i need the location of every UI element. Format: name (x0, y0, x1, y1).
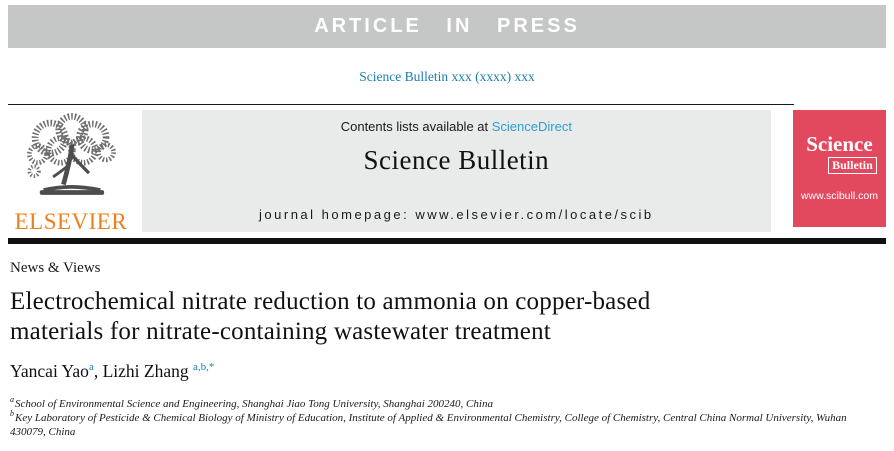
affiliation-sup: a (10, 395, 14, 405)
cover-subtitle: Bulletin (828, 157, 877, 174)
journal-citation-line: Science Bulletin xxx (xxxx) xxx (359, 69, 535, 84)
affiliation-line (10, 411, 855, 439)
journal-title: Science Bulletin (363, 145, 550, 175)
masthead-top-rule (8, 104, 794, 105)
elsevier-wordmark: ELSEVIER (14, 209, 128, 234)
contents-list-line (341, 119, 572, 134)
contents-list-prefix: Contents lists available at (340, 119, 492, 134)
article-in-press-banner (8, 5, 886, 48)
author-name: Lizhi Zhang (102, 361, 189, 381)
masthead-center-panel (142, 110, 771, 232)
article-category: News & Views (10, 260, 101, 276)
cover-title: Science (806, 132, 873, 156)
article-title-line1: Electrochemical nitrate reduction to ammonia on copper-based (10, 288, 651, 315)
sciencedirect-link[interactable]: ScienceDirect (491, 119, 572, 134)
affiliation-sup: b (10, 409, 14, 419)
author-line (10, 361, 884, 382)
affiliation-line (10, 397, 855, 411)
journal-masthead (8, 104, 886, 232)
article-title-line2: materials for nitrate-containing wastewater treatment (10, 318, 551, 345)
article-in-press-text: ARTICLE IN PRESS (314, 15, 580, 37)
journal-homepage-link[interactable]: journal homepage: www.elsevier.com/locate/scib (259, 207, 654, 222)
cover-url: www.scibull.com (800, 190, 878, 203)
article-title (10, 287, 884, 347)
author-name: Yancai Yao (10, 361, 89, 381)
masthead-bottom-rule (8, 238, 886, 244)
affiliations-block (10, 397, 855, 439)
author-separator: , (93, 361, 103, 381)
affiliation-text: School of Environmental Science and Engineering, Shanghai Jiao Tong University, Shanghai 200240, China (15, 398, 493, 410)
elsevier-tree-icon (19, 112, 123, 209)
author-affil-sup[interactable]: a (88, 361, 94, 374)
elsevier-logo[interactable] (8, 110, 134, 232)
article-head (10, 260, 884, 439)
author-affil-sup[interactable]: a,b,* (192, 361, 215, 374)
affiliation-text: Key Laboratory of Pesticide & Chemical Biology of Ministry of Education, Institute of Applied & Environmental Chemistry, College of Chemistry, Central China Normal University, Wuhan 430079, China (10, 412, 847, 438)
journal-cover-thumbnail[interactable] (793, 110, 886, 227)
